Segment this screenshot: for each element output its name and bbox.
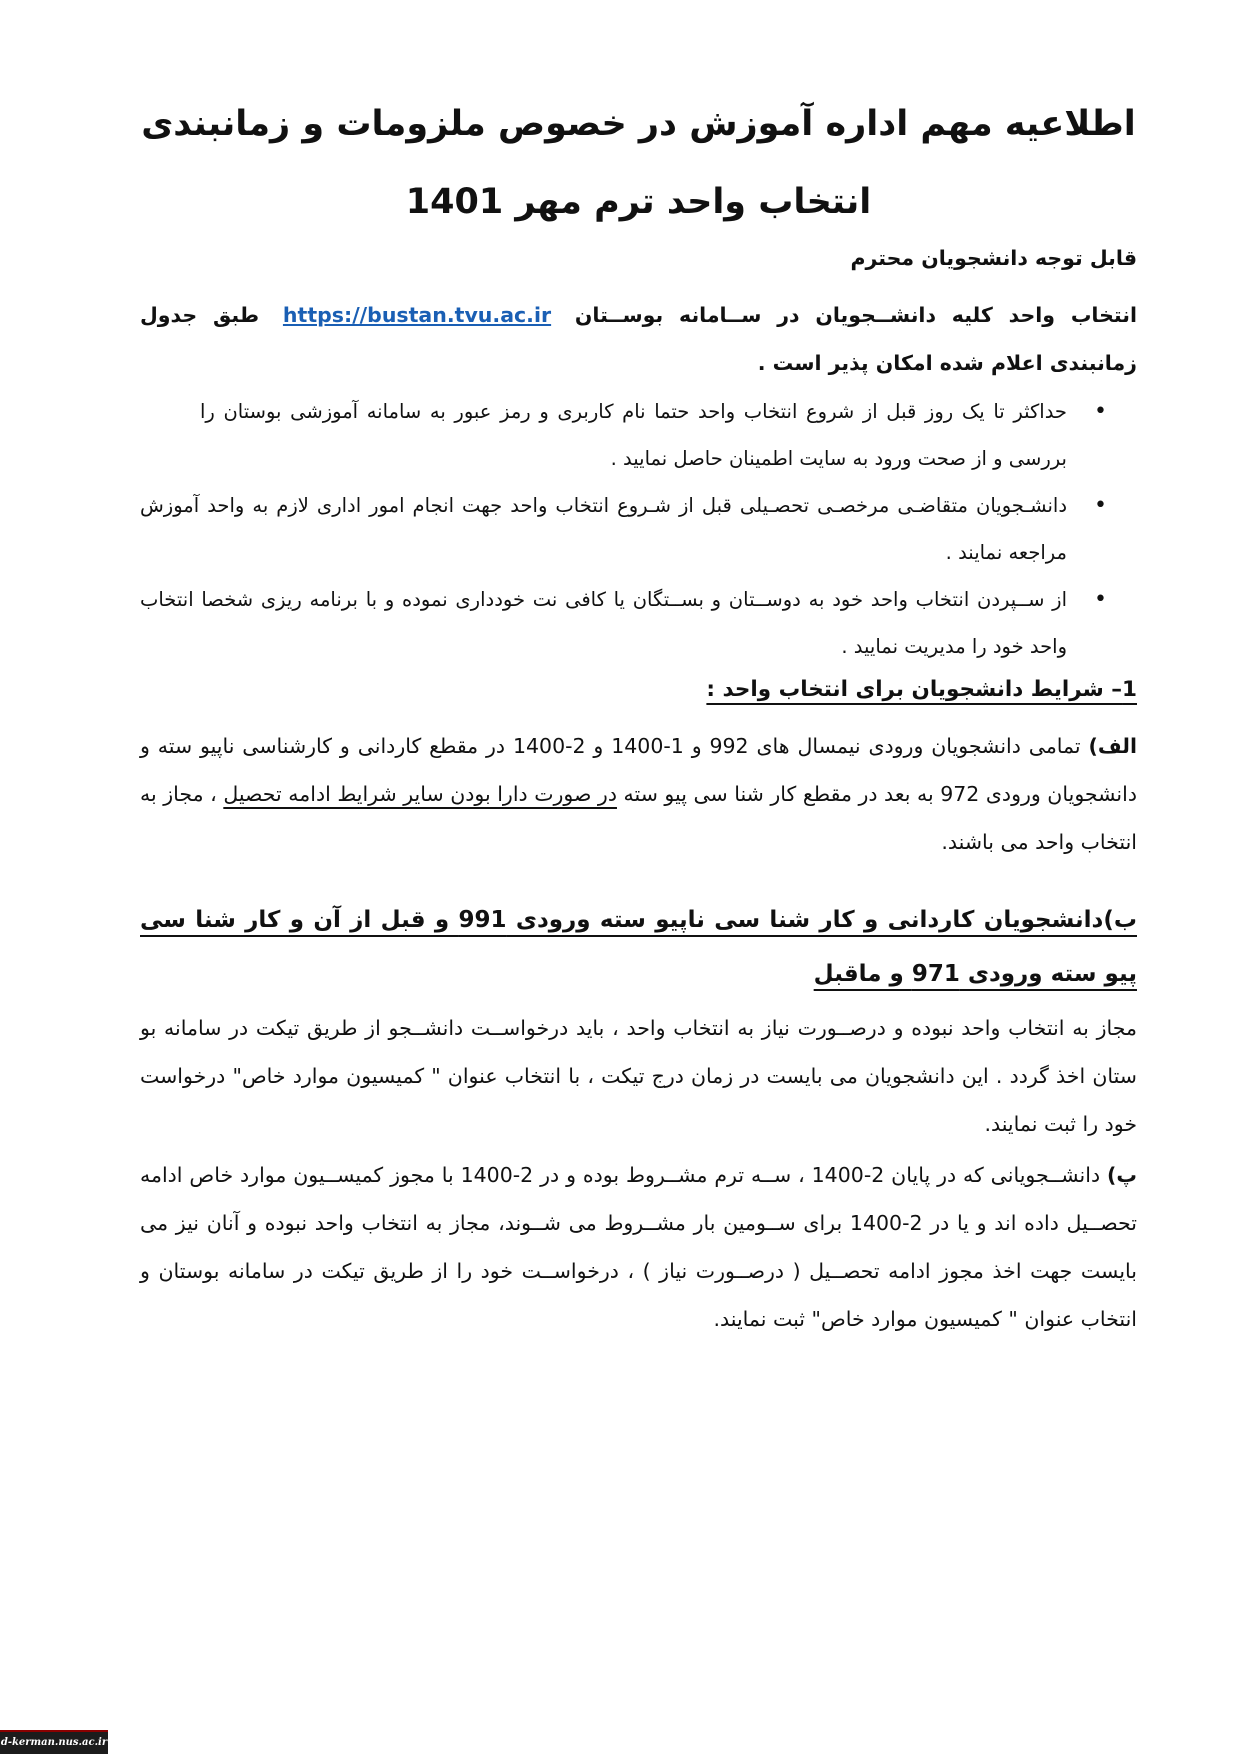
section-alef-paragraph [140,722,1137,866]
bullet-icon: • [1094,493,1107,518]
section-b-heading-text: ب)دانشجویان کاردانی و کار شنا سی ناپیو سته ورودی 991 و قبل از آن و کار شنا سی پیو سته ورودی 971 و ماقبل [140,907,1137,987]
bullet-item [140,482,1107,576]
bullet-text: حداکثر تا یک روز قبل از شروع انتخاب واحد حتما نام کاربری و رمز عبور به سامانه آموزشی بوستان را بررسی و از صحت ورود به سایت اطمینان حاصل نمایید . [200,400,1067,470]
document-page [140,0,1137,1754]
intro-text-before-link: انتخاب واحد کلیه دانشــجویان در ســامانه بوســتان [574,303,1137,327]
alef-text-1: تمامی دانشجویان ورودی نیمسال های 992 و 1-1400 و 2-1400 در مقطع کاردانی و کارشناسی ناپیو سته و دانشجویان ورودی 972 به بعد در مقطع کار شنا سی پیو سته [140,734,1137,806]
bullet-icon: • [1094,587,1107,612]
bullet-item [200,388,1107,482]
bullet-text: از ســپردن انتخاب واحد خود به دوســتان و بســتگان یا کافی نت خودداری نموده و با برنامه ریزی شخصا انتخاب واحد خود را مدیریت نمایید . [140,588,1067,658]
alef-text-3: ، مجاز به انتخاب واحد می باشند. [140,782,1137,854]
bullet-list [140,388,1107,670]
salutation: قابل توجه دانشجویان محترم [850,246,1137,270]
p-body: دانشــجویانی که در پایان 2-1400 ، ســه ترم مشــروط بوده و در 2-1400 با مجوز کمیســیون موارد خاص ادامه تحصــیل داده اند و یا در 2-1400 برای ســومین بار مشــروط می شــوند، مجاز به انتخاب واحد نبوده و آنان نیز می بایست جهت اخذ مجوز ادامه تحصــیل ( درصــورت نیاز ) ، درخواســت خود را از طریق تیکت در سامانه بوستان و انتخاب عنوان " کمیسیون موارد خاص" ثبت نمایند. [140,1163,1137,1331]
section-b-body: مجاز به انتخاب واحد نبوده و درصــورت نیاز به انتخاب واحد ، باید درخواســت دانشــجو از طریق تیکت در سامانه بو ستان اخذ گردد . این دانشجویان می بایست در زمان درج تیکت ، با انتخاب عنوان " کمیسیون موارد خاص" درخواست خود را ثبت نمایند. [140,1016,1137,1136]
section-p-paragraph [140,1151,1137,1343]
bullet-icon: • [1094,399,1107,424]
p-label: پ) [1107,1163,1137,1187]
page-title-line-1: اطلاعیه مهم اداره آموزش در خصوص ملزومات و زمانبندی [141,104,1136,144]
section-1-heading: 1– شرایط دانشجویان برای انتخاب واحد : [706,677,1137,702]
bustan-link[interactable]: https://bustan.tvu.ac.ir [282,303,552,327]
alef-text-underlined: در صورت دارا بودن سایر شرایط ادامه تحصیل [223,782,617,806]
intro-text-after-link: طبق جدول زمانبندی اعلام شده امکان پذیر است . [140,303,1137,375]
alef-label: الف) [1088,734,1138,758]
bullet-text: دانشـجویان متقاضـی مرخصـی تحصـیلی قبل از شـروع انتخاب واحد جهت انجام امور اداری لازم به واحد آموزش مراجعه نمایند . [140,494,1067,564]
bullet-item [140,576,1107,670]
section-b-heading [140,893,1137,1001]
site-logo-footer: d-kerman.nus.ac.ir [0,1730,108,1754]
intro-paragraph [140,291,1137,387]
page-title-line-2: انتخاب واحد ترم مهر 1401 [405,182,872,222]
